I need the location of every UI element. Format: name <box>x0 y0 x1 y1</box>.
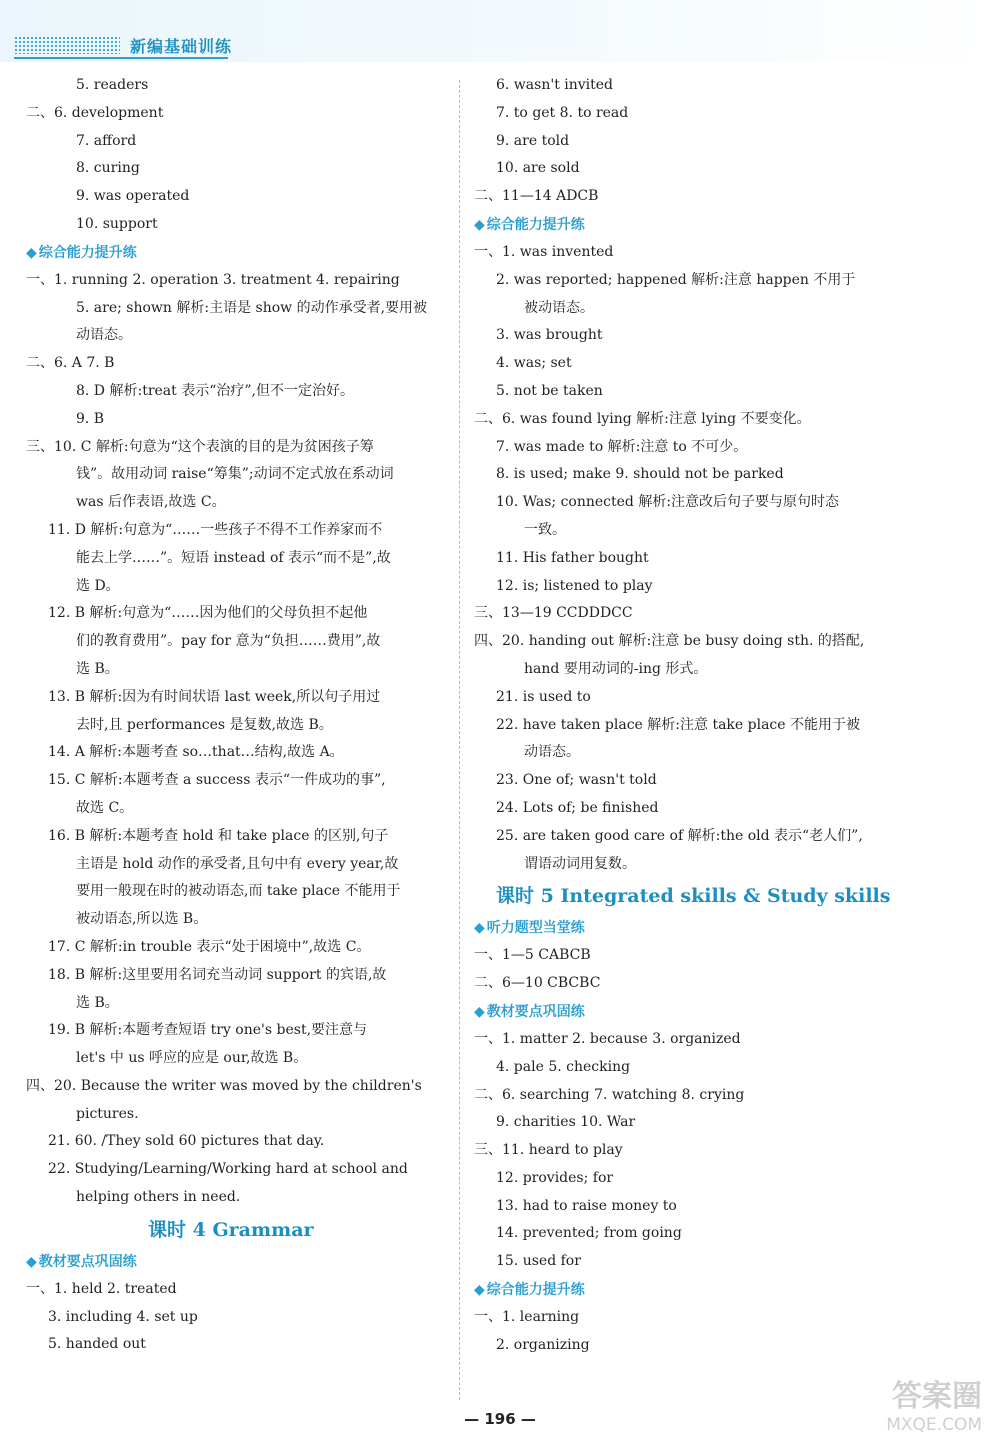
answer-line: 13. B 解析:因为有时间状语 last week,所以句子用过 <box>48 688 381 705</box>
diamond-icon: ◆ <box>474 1003 485 1020</box>
answer-line: 6. wasn't invited <box>496 77 614 93</box>
answer-line: 谓语动词用复数。 <box>524 855 636 872</box>
answer-line: 5. are; shown 解析:主语是 show 的动作承受者,要用被 <box>76 299 428 316</box>
answer-line: 9. are told <box>496 132 570 149</box>
diamond-icon: ◆ <box>26 1253 37 1270</box>
answer-line: 22. have taken place 解析:注意 take place 不能用于被 <box>496 716 861 733</box>
section-heading-label: 听力题型当堂练 <box>486 920 585 937</box>
answer-line: 17. C 解析:in trouble 表示“处于困境中”,故选 C。 <box>48 938 371 955</box>
answer-line: 12. B 解析:句意为“……因为他们的父母负担不起他 <box>48 605 368 622</box>
answer-line: 15. used for <box>496 1253 581 1270</box>
answer-line: 4. was; set <box>496 355 572 372</box>
answer-line: was 后作表语,故选 C。 <box>76 494 226 511</box>
answer-line: 一致。 <box>524 521 566 538</box>
answer-line: 三、13—19 CCDDDCC <box>474 605 633 622</box>
answer-line: 动语态。 <box>524 744 580 761</box>
answer-line: 8. is used; make 9. should not be parked <box>496 466 784 483</box>
answer-line: 要用一般现在时的被动语态,而 take place 不能用于 <box>76 883 401 900</box>
answer-line: 14. prevented; from going <box>496 1225 682 1242</box>
answer-line: 钱”。故用动词 raise“筹集”;动词不定式放在系动词 <box>76 466 394 483</box>
answer-line: 3. including 4. set up <box>48 1308 198 1325</box>
answer-line: 一、1. was invented <box>474 243 614 260</box>
watermark-logo <box>812 1371 982 1441</box>
answer-line: 2. organizing <box>496 1336 590 1353</box>
answer-line: 11. His father bought <box>496 549 649 566</box>
answer-line: 三、11. heard to play <box>474 1142 623 1159</box>
answer-line: 能去上学……”。短语 instead of 表示“而不是”,故 <box>76 549 391 566</box>
answer-line: 四、20. handing out 解析:注意 be busy doing sth. 的搭配, <box>474 633 865 650</box>
diamond-icon: ◆ <box>474 216 485 233</box>
answer-line: 9. was operated <box>76 188 190 205</box>
answer-line: 21. is used to <box>496 688 591 705</box>
answer-line: 9. charities 10. War <box>496 1114 636 1131</box>
answer-line: 动语态。 <box>76 327 132 344</box>
answer-line: 8. D 解析:treat 表示“治疗”,但不一定治好。 <box>76 382 354 399</box>
answer-line: 故选 C。 <box>76 799 134 816</box>
answer-line: let's 中 us 呼应的应是 our,故选 B。 <box>76 1050 308 1067</box>
answer-line: 2. was reported; happened 解析:注意 happen 不用于 <box>496 271 856 288</box>
answer-line: 一、1. held 2. treated <box>26 1280 177 1297</box>
answer-line: 二、6. A 7. B <box>26 355 115 372</box>
answer-line: 5. not be taken <box>496 382 603 399</box>
section-heading <box>26 1248 446 1276</box>
answer-line: 12. is; listened to play <box>496 577 653 594</box>
answer-line: 18. B 解析:这里要用名词充当动词 support 的宾语,故 <box>48 966 387 983</box>
answer-line: 7. to get 8. to read <box>496 104 629 121</box>
column-divider <box>459 80 460 1400</box>
answer-line: 10. are sold <box>496 160 580 177</box>
answer-line: 二、11—14 ADCB <box>474 188 599 205</box>
answer-line: 二、6. searching 7. watching 8. crying <box>474 1086 745 1103</box>
watermark-bottom-text: MXQE.COM <box>886 1415 982 1435</box>
header-dots-decoration <box>14 36 120 54</box>
section-heading <box>26 239 446 267</box>
answer-line: 一、1. learning <box>474 1309 580 1326</box>
answer-line: 选 B。 <box>76 994 119 1011</box>
answer-line: 选 B。 <box>76 660 119 677</box>
answer-line: 10. support <box>76 215 158 232</box>
answer-line: 去时,且 performances 是复数,故选 B。 <box>76 716 333 733</box>
answer-line: 22. Studying/Learning/Working hard at school and <box>48 1161 408 1178</box>
answer-line: 5. handed out <box>48 1336 146 1353</box>
answer-line: 一、1. running 2. operation 3. treatment 4. repairing <box>26 271 400 288</box>
answer-line: 二、6. development <box>26 104 164 121</box>
answer-line: 5. readers <box>76 77 149 93</box>
page-number: — 196 — <box>464 1410 536 1428</box>
answer-line: 25. are taken good care of 解析:the old 表示“老人们”, <box>496 827 863 844</box>
section-heading <box>474 211 894 239</box>
answer-line: 8. curing <box>76 160 140 177</box>
answer-line: 15. C 解析:本题考查 a success 表示“一件成功的事”, <box>48 772 386 789</box>
answer-line: 四、20. Because the writer was moved by the children's <box>26 1077 422 1094</box>
section-heading <box>474 1276 894 1304</box>
right-column <box>474 72 894 1360</box>
answer-line: 一、1. matter 2. because 3. organized <box>474 1030 741 1047</box>
section-heading-label: 综合能力提升练 <box>486 1282 585 1299</box>
answer-line: 被动语态。 <box>524 299 594 316</box>
header-underline <box>14 57 228 59</box>
diamond-icon: ◆ <box>26 244 37 261</box>
answer-line: 24. Lots of; be finished <box>496 799 659 816</box>
left-column <box>26 72 446 1359</box>
answer-line: 19. B 解析:本题考查短语 try one's best,要注意与 <box>48 1022 368 1039</box>
answer-line: 7. was made to 解析:注意 to 不可少。 <box>496 438 748 455</box>
answer-line: 主语是 hold 动作的承受者,且句中有 every year,故 <box>76 855 399 872</box>
book-title: 新编基础训练 <box>130 37 233 56</box>
answer-line: 7. afford <box>76 132 137 149</box>
answer-line: helping others in need. <box>76 1189 241 1206</box>
answer-line: 一、1—5 CABCB <box>474 947 591 964</box>
answer-line: 16. B 解析:本题考查 hold 和 take place 的区别,句子 <box>48 827 389 844</box>
answer-line: 们的教育费用”。pay for 意为“负担……费用”,故 <box>76 633 381 650</box>
answer-line: 11. D 解析:句意为“……一些孩子不得不工作养家而不 <box>48 521 383 538</box>
answer-line: 二、6—10 CBCBC <box>474 975 601 992</box>
diamond-icon: ◆ <box>474 920 485 937</box>
answer-line: 14. A 解析:本题考查 so…that…结构,故选 A。 <box>48 744 344 761</box>
answer-line: 4. pale 5. checking <box>496 1058 631 1075</box>
watermark-top-text: 答案圈 <box>892 1379 982 1414</box>
section-heading <box>474 998 894 1026</box>
answer-line: hand 要用动词的-ing 形式。 <box>524 660 708 677</box>
answer-line: 3. was brought <box>496 327 603 344</box>
lesson-title: 课时 5 Integrated skills & Study skills <box>496 885 891 908</box>
answer-line: 被动语态,所以选 B。 <box>76 911 208 928</box>
answer-line: 三、10. C 解析:句意为“这个表演的目的是为贫困孩子筹 <box>26 438 374 455</box>
answer-line: 21. 60. /They sold 60 pictures that day. <box>48 1133 325 1150</box>
section-heading-label: 综合能力提升练 <box>486 216 585 233</box>
answer-line: pictures. <box>76 1105 139 1122</box>
section-heading-label: 教材要点巩固练 <box>486 1003 585 1020</box>
lesson-title: 课时 4 Grammar <box>148 1218 314 1241</box>
answer-line: 12. provides; for <box>496 1169 614 1186</box>
answer-line: 23. One of; wasn't told <box>496 772 657 789</box>
answer-line: 9. B <box>76 410 105 427</box>
answer-line: 选 D。 <box>76 577 120 594</box>
section-heading <box>474 914 894 942</box>
diamond-icon: ◆ <box>474 1282 485 1299</box>
answer-line: 13. had to raise money to <box>496 1197 677 1214</box>
answer-line: 10. Was; connected 解析:注意改后句子要与原句时态 <box>496 494 840 511</box>
answer-line: 二、6. was found lying 解析:注意 lying 不要变化。 <box>474 410 811 427</box>
section-heading-label: 教材要点巩固练 <box>38 1253 137 1270</box>
section-heading-label: 综合能力提升练 <box>38 244 137 261</box>
